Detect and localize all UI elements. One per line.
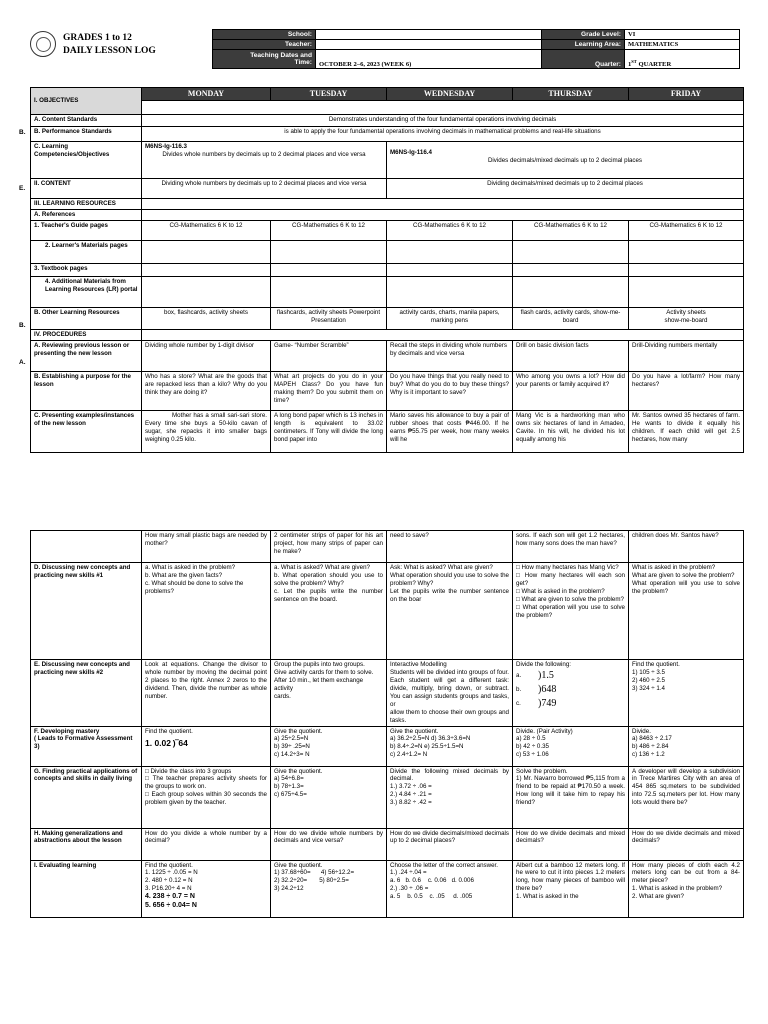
evaluating-learning-thursday: Albert cut a bamboo 12 meters long. If he were to cut it into pieces 1.2 meters long, how many pieces of bamboo will there be? 1. What is asked in the: [513, 860, 629, 917]
division-item-a-letter: a.: [516, 671, 522, 679]
grade-level-label: Grade Level:: [542, 30, 625, 40]
other-resources-wednesday: activity cards, charts, manila papers, marking pens: [387, 308, 513, 330]
developing-mastery-thursday: Divide. (Pair Activity) a) 28 ÷ 0.5 b) 42 ÷ 0.35 c) 53 ÷ 1.06: [513, 726, 629, 766]
discussing-concepts-2-label: E. Discussing new concepts and practicing new skills #2: [31, 660, 142, 727]
presenting-examples-label: C. Presenting examples/instances of the new lesson: [31, 411, 142, 453]
objectives-heading: I. OBJECTIVES: [31, 88, 142, 115]
eval-item: 3. P16.20÷ 4 = N: [145, 885, 192, 893]
lesson-log-table-page1: [30, 87, 744, 453]
reviewing-lesson-friday: Drill-Dividing numbers mentally: [629, 341, 744, 372]
division-item-c-expr: )749: [538, 697, 557, 709]
additional-materials-tuesday: [271, 277, 387, 308]
establishing-purpose-tuesday: What art projects do you do in your MAPEH Class? Do you have fun making them? Do you submit them on time?: [271, 372, 387, 411]
presenting-examples-cont-thursday: sons. If each son will get 1.2 hectares, how many sons does the man have?: [513, 531, 629, 563]
additional-materials-label: 4. Additional Materials from Learning Resources (LR) portal: [31, 277, 142, 308]
procedures-blank: [142, 330, 744, 341]
form-title: GRADES 1 to 12: [63, 33, 132, 43]
teacher-value[interactable]: [316, 40, 542, 50]
generalizations-tuesday: How do we divide whole numbers by decimals and vice versa?: [271, 828, 387, 860]
eval-item: 5. 656 ÷ 0.04= N: [145, 902, 197, 910]
other-resources-thursday: flash cards, activity cards, show-me-board: [513, 308, 629, 330]
generalizations-friday: How do we divide decimals and mixed decimals?: [629, 828, 744, 860]
presenting-examples-wednesday: Mario saves his allowance to buy a pair of rubber shoes that costs ₱446.00. If he earns ₱55.75 per week, how many weeks will he: [387, 411, 513, 453]
side-mark-b2: B.: [19, 322, 26, 329]
form-subtitle: DAILY LESSON LOG: [63, 46, 156, 56]
developing-mastery-monday-intro: Find the quotient.: [145, 727, 193, 735]
discussing-concepts-1-wednesday: Ask: What is asked? What are given? What operation should you use to solve the problem? Why? Let the pupils write the number sentence on the boar: [387, 563, 513, 660]
evaluating-learning-monday: [142, 860, 271, 917]
developing-mastery-wednesday: Give the quotient. a) 36.2÷2.5=N d) 36.3÷3.6=N b) 8.4÷.2=N e) 25.5÷1.5=N c) 2.4÷1.2= N: [387, 726, 513, 766]
textbook-pages-wednesday: [387, 264, 513, 277]
practical-applications-tuesday: Give the quotient. a) 54÷6.8= b) 78÷1.3= c) 675÷4.5=: [271, 766, 387, 828]
additional-materials-friday: [629, 277, 744, 308]
developing-mastery-monday-expr: 1. 0.02 )‾64: [145, 738, 188, 749]
practical-applications-monday: □ Divide the class into 3 groups □ The teacher prepares activity sheets for the groups to work on. □ Each group solves within 30 seconds the problem given by the teacher.: [142, 766, 271, 828]
day-header-tuesday: TUESDAY: [271, 88, 387, 101]
reviewing-lesson-wednesday: Recall the steps in dividing whole numbers by decimals and vice versa: [387, 341, 513, 372]
establishing-purpose-monday: Who has a store? What are the goods that are repacked less than a kilo? Why do you think they are doing it?: [142, 372, 271, 411]
day-header-thursday: THURSDAY: [513, 88, 629, 101]
evaluating-learning-tuesday: Give the quotient. 1) 37.68÷60= 4) 56÷12.2= 2) 32.2÷20= 5) 80÷2.5= 3) 24.2÷12: [271, 860, 387, 917]
teachers-guide-wednesday: CG-Mathematics 6 K to 12: [387, 221, 513, 241]
day-header-monday: MONDAY: [142, 88, 271, 101]
practical-applications-thursday: Solve the problem. 1) Mr. Navarro borrowed ₱5,115 from a friend to be repaid at ₱170.50 a week. How long will it take him to repay his friend?: [513, 766, 629, 828]
competency-code-2: M6NS-Ig-116.4: [390, 149, 432, 157]
discussing-concepts-2-tuesday: Group the pupils into two groups. Give activity cards for them to solve. After 10 min., let them exchange activity cards.: [271, 660, 387, 727]
content-mon-tue: Dividing whole numbers by decimals up to 2 decimal places and vice versa: [142, 179, 387, 199]
presenting-examples-monday: Mother has a small sari-sari store. Every time she buys a 50-kilo cavan of sugar, she repacks it into smaller bags weighing 0.25 kilo.: [142, 411, 271, 453]
grade-level-value: VI: [625, 30, 740, 40]
textbook-pages-tuesday: [271, 264, 387, 277]
generalizations-wednesday: How do we divide decimals/mixed decimals up to 2 decimal places?: [387, 828, 513, 860]
school-value[interactable]: [316, 30, 542, 40]
teachers-guide-monday: CG-Mathematics 6 K to 12: [142, 221, 271, 241]
learners-materials-wednesday: [387, 241, 513, 264]
quarter-value: 1ST QUARTER: [625, 50, 740, 69]
learners-materials-monday: [142, 241, 271, 264]
day-header-wednesday: WEDNESDAY: [387, 88, 513, 101]
day-header-friday: FRIDAY: [629, 88, 744, 101]
learners-materials-tuesday: [271, 241, 387, 264]
teachers-guide-thursday: CG-Mathematics 6 K to 12: [513, 221, 629, 241]
side-mark-e: E.: [19, 185, 26, 192]
references-label: A. References: [31, 210, 142, 221]
teaching-dates-value: OCTOBER 2–6, 2023 (WEEK 6): [316, 50, 542, 69]
other-resources-friday: Activity sheets show-me-board: [629, 308, 744, 330]
reviewing-lesson-thursday: Drill on basic division facts: [513, 341, 629, 372]
division-item-b-letter: b.: [516, 685, 522, 693]
learning-resources-label: III. LEARNING RESOURCES: [31, 199, 142, 210]
lesson-log-table-page2: [30, 530, 744, 918]
discussing-concepts-1-tuesday: a. What is asked? What are given? b. What operation should you use to solve the problem? Why? c. Let the pupils write the number sentence on the board.: [271, 563, 387, 660]
teacher-label: Teacher:: [213, 40, 316, 50]
performance-standards-text: is able to apply the four fundamental operations involving decimals in mathematical problems and real-life situations: [142, 127, 744, 142]
competencies-wed-fri: [387, 142, 744, 179]
discussing-concepts-1-thursday: □ How many hectares has Mang Vic? □ How many hectares will each son get? □ What is asked in the problem? □ What are given to solve the problem? □ What operation will you use to solve the problem?: [513, 563, 629, 660]
content-label: II. CONTENT: [31, 179, 142, 199]
performance-standards-label: B. Performance Standards: [31, 127, 142, 142]
developing-mastery-friday: Divide. a) 8463 ÷ 2.17 b) 486 ÷ 2.84 c) 136 ÷ 1.2: [629, 726, 744, 766]
teaching-dates-label: [213, 50, 316, 69]
evaluating-learning-friday: How many pieces of cloth each 4.2 meters long can be cut from a 84-meter piece? 1. What is asked in the problem? 2. What are given?: [629, 860, 744, 917]
eval-item: 4. 238 ÷ 0.7 = N: [145, 893, 195, 901]
teachers-guide-tuesday: CG-Mathematics 6 K to 12: [271, 221, 387, 241]
reviewing-lesson-label: A. Reviewing previous lesson or presenting the new lesson: [31, 341, 142, 372]
other-resources-tuesday: flashcards, activity sheets Powerpoint Presentation: [271, 308, 387, 330]
competencies-mon-tue: [142, 142, 387, 179]
learners-materials-friday: [629, 241, 744, 264]
eval-item: 1. 1225 ÷ .0.05 = N: [145, 869, 198, 877]
textbook-pages-friday: [629, 264, 744, 277]
generalizations-monday: How do you divide a whole number by a decimal?: [142, 828, 271, 860]
learners-materials-thursday: [513, 241, 629, 264]
school-label: School:: [213, 30, 316, 40]
side-mark-b: B.: [19, 129, 26, 136]
teaching-dates-label-line2: Time:: [294, 59, 312, 66]
competency-code-1: M6NS-Ig-116.3: [145, 143, 187, 151]
division-item-c: [516, 697, 625, 711]
presenting-examples-cont-wednesday: need to save?: [387, 531, 513, 563]
presenting-examples-cont-friday: children does Mr. Santos have?: [629, 531, 744, 563]
discussing-concepts-2-wednesday: Interactive Modelling Students will be divided into groups of four. Each student will get a different task: divide, multiply, bring down, or subtract. You can assign students groups and tasks, or allow them to choose their own groups and tasks.: [387, 660, 513, 727]
presenting-examples-cont-monday: How many small plastic bags are needed by mother?: [142, 531, 271, 563]
learning-area-value: MATHEMATICS: [625, 40, 740, 50]
eval-item: Find the quotient.: [145, 861, 193, 869]
objectives-blank: [142, 101, 744, 115]
deped-seal-logo: [30, 31, 56, 57]
establishing-purpose-friday: Do you have a lot/farm? How many hectares?: [629, 372, 744, 411]
textbook-pages-monday: [142, 264, 271, 277]
evaluating-learning-label: I. Evaluating learning: [31, 860, 142, 917]
teaching-dates-label-line1: Teaching Dates and: [250, 51, 312, 59]
additional-materials-wednesday: [387, 277, 513, 308]
competencies-label: C. Learning Competencies/Objectives: [31, 142, 142, 179]
developing-mastery-label: F. Developing mastery ( Leads to Formative Assessment 3): [31, 726, 142, 766]
generalizations-label: H. Making generalizations and abstractions about the lesson: [31, 828, 142, 860]
discussing-concepts-2-friday: Find the quotient. 1) 105 ÷ 3.5 2) 460 ÷ 2.5 3) 324 ÷ 1.4: [629, 660, 744, 727]
teachers-guide-label: 1. Teacher's Guide pages: [31, 221, 142, 241]
learners-materials-label: 2. Learner's Materials pages: [31, 241, 142, 264]
learning-resources-blank: [142, 199, 744, 210]
presenting-examples-friday: Mr. Santos owned 35 hectares of farm. He wants to divide it equally his children. If each child will get 2.5 hectares, how many: [629, 411, 744, 453]
teachers-guide-friday: CG-Mathematics 6 K to 12: [629, 221, 744, 241]
practical-applications-label: G. Finding practical applications of concepts and skills in daily living: [31, 766, 142, 828]
discussing-concepts-1-friday: What is asked in the problem? What are given to solve the problem? What operation will you use to solve the problem?: [629, 563, 744, 660]
side-mark-a: A.: [19, 359, 26, 366]
division-item-a-expr: )1.5: [538, 669, 554, 681]
establishing-purpose-label: B. Establishing a purpose for the lesson: [31, 372, 142, 411]
division-item-b: [516, 683, 625, 697]
textbook-pages-label: 3. Textbook pages: [31, 264, 142, 277]
presenting-examples-cont-label: [31, 531, 142, 563]
division-item-b-expr: )648: [538, 683, 557, 695]
learning-area-label: Learning Area:: [542, 40, 625, 50]
reviewing-lesson-monday: Dividing whole number by 1-digit divisor: [142, 341, 271, 372]
divide-following-text: Divide the following:: [516, 661, 572, 668]
competency-text-1: Divides whole numbers by decimals up to 2 decimal places and vice versa: [162, 151, 366, 159]
other-resources-label: B. Other Learning Resources: [31, 308, 142, 330]
references-blank: [142, 210, 744, 221]
quarter-label: Quarter:: [542, 50, 625, 69]
presenting-examples-thursday: Mang Vic is a hardworking man who owns six hectares of land in Amadeo, Cavite. In his will, he divided his lot equally among his: [513, 411, 629, 453]
establishing-purpose-thursday: Who among you owns a lot? How did your parents or family acquired it?: [513, 372, 629, 411]
presenting-examples-tuesday: A long bond paper which is 13 inches in length is equivalent to 33.02 centimeters. If Tony will divide the long bond paper into: [271, 411, 387, 453]
developing-mastery-tuesday: Give the quotient. a) 25÷2.5=N b) 39÷ .25=N c) 14.2÷3= N: [271, 726, 387, 766]
discussing-concepts-2-monday: Look at equations. Change the divisor to whole number by moving the decimal point 2 places to the right. Annex 2 zeros to the dividend. Then, divide the number as whole number.: [142, 660, 271, 727]
procedures-label: IV. PROCEDURES: [31, 330, 142, 341]
additional-materials-monday: [142, 277, 271, 308]
discussing-concepts-2-thursday: [513, 660, 629, 727]
establishing-purpose-wednesday: Do you have things that you really need to buy? What do you do to buy these things? Why is it important to save?: [387, 372, 513, 411]
presenting-examples-cont-tuesday: 2 centimeter strips of paper for his art project, how many strips of paper can he make?: [271, 531, 387, 563]
textbook-pages-thursday: [513, 264, 629, 277]
division-item-c-letter: c.: [516, 699, 521, 707]
evaluating-learning-wednesday: Choose the letter of the correct answer. 1.) .24 ÷.04 = a. 6 b. 0.6 c. 0.06 d. 0.006 2.) .30 ÷ .06 = a. 5 b. 0.5 c. .05 d. .005: [387, 860, 513, 917]
generalizations-thursday: How do we divide decimals and mixed decimals?: [513, 828, 629, 860]
division-item-a: [516, 669, 625, 683]
content-standards-text: Demonstrates understanding of the four fundamental operations involving decimals: [142, 115, 744, 127]
practical-applications-friday: A developer will develop a subdivision in Trece Martires City with an area of 454 865 sq.meters to be subdivided into 72.5 sq.meters per lot. How many lots would there be?: [629, 766, 744, 828]
content-standards-label: A. Content Standards: [31, 115, 142, 127]
developing-mastery-monday: [142, 726, 271, 766]
reviewing-lesson-tuesday: Game- “Number Scramble”: [271, 341, 387, 372]
practical-applications-wednesday: Divide the following mixed decimals by decimal. 1.) 3.72 ÷ .06 = 2.) 4.84 ÷ .21 = 3.) 8.82 ÷ .42 =: [387, 766, 513, 828]
additional-materials-thursday: [513, 277, 629, 308]
header-info-table: [212, 29, 740, 69]
competency-text-2: Divides decimals/mixed decimals up to 2 decimal places: [487, 157, 643, 165]
content-wed-fri: Dividing decimals/mixed decimals up to 2 decimal places: [387, 179, 744, 199]
eval-item: 2. 480 ÷ 0.12 = N: [145, 877, 193, 885]
discussing-concepts-1-monday: a. What is asked in the problem? b. What are the given facts? c. What should be done to solve the problems?: [142, 563, 271, 660]
other-resources-monday: box, flashcards, activity sheets: [142, 308, 271, 330]
discussing-concepts-1-label: D. Discussing new concepts and practicing new skills #1: [31, 563, 142, 660]
